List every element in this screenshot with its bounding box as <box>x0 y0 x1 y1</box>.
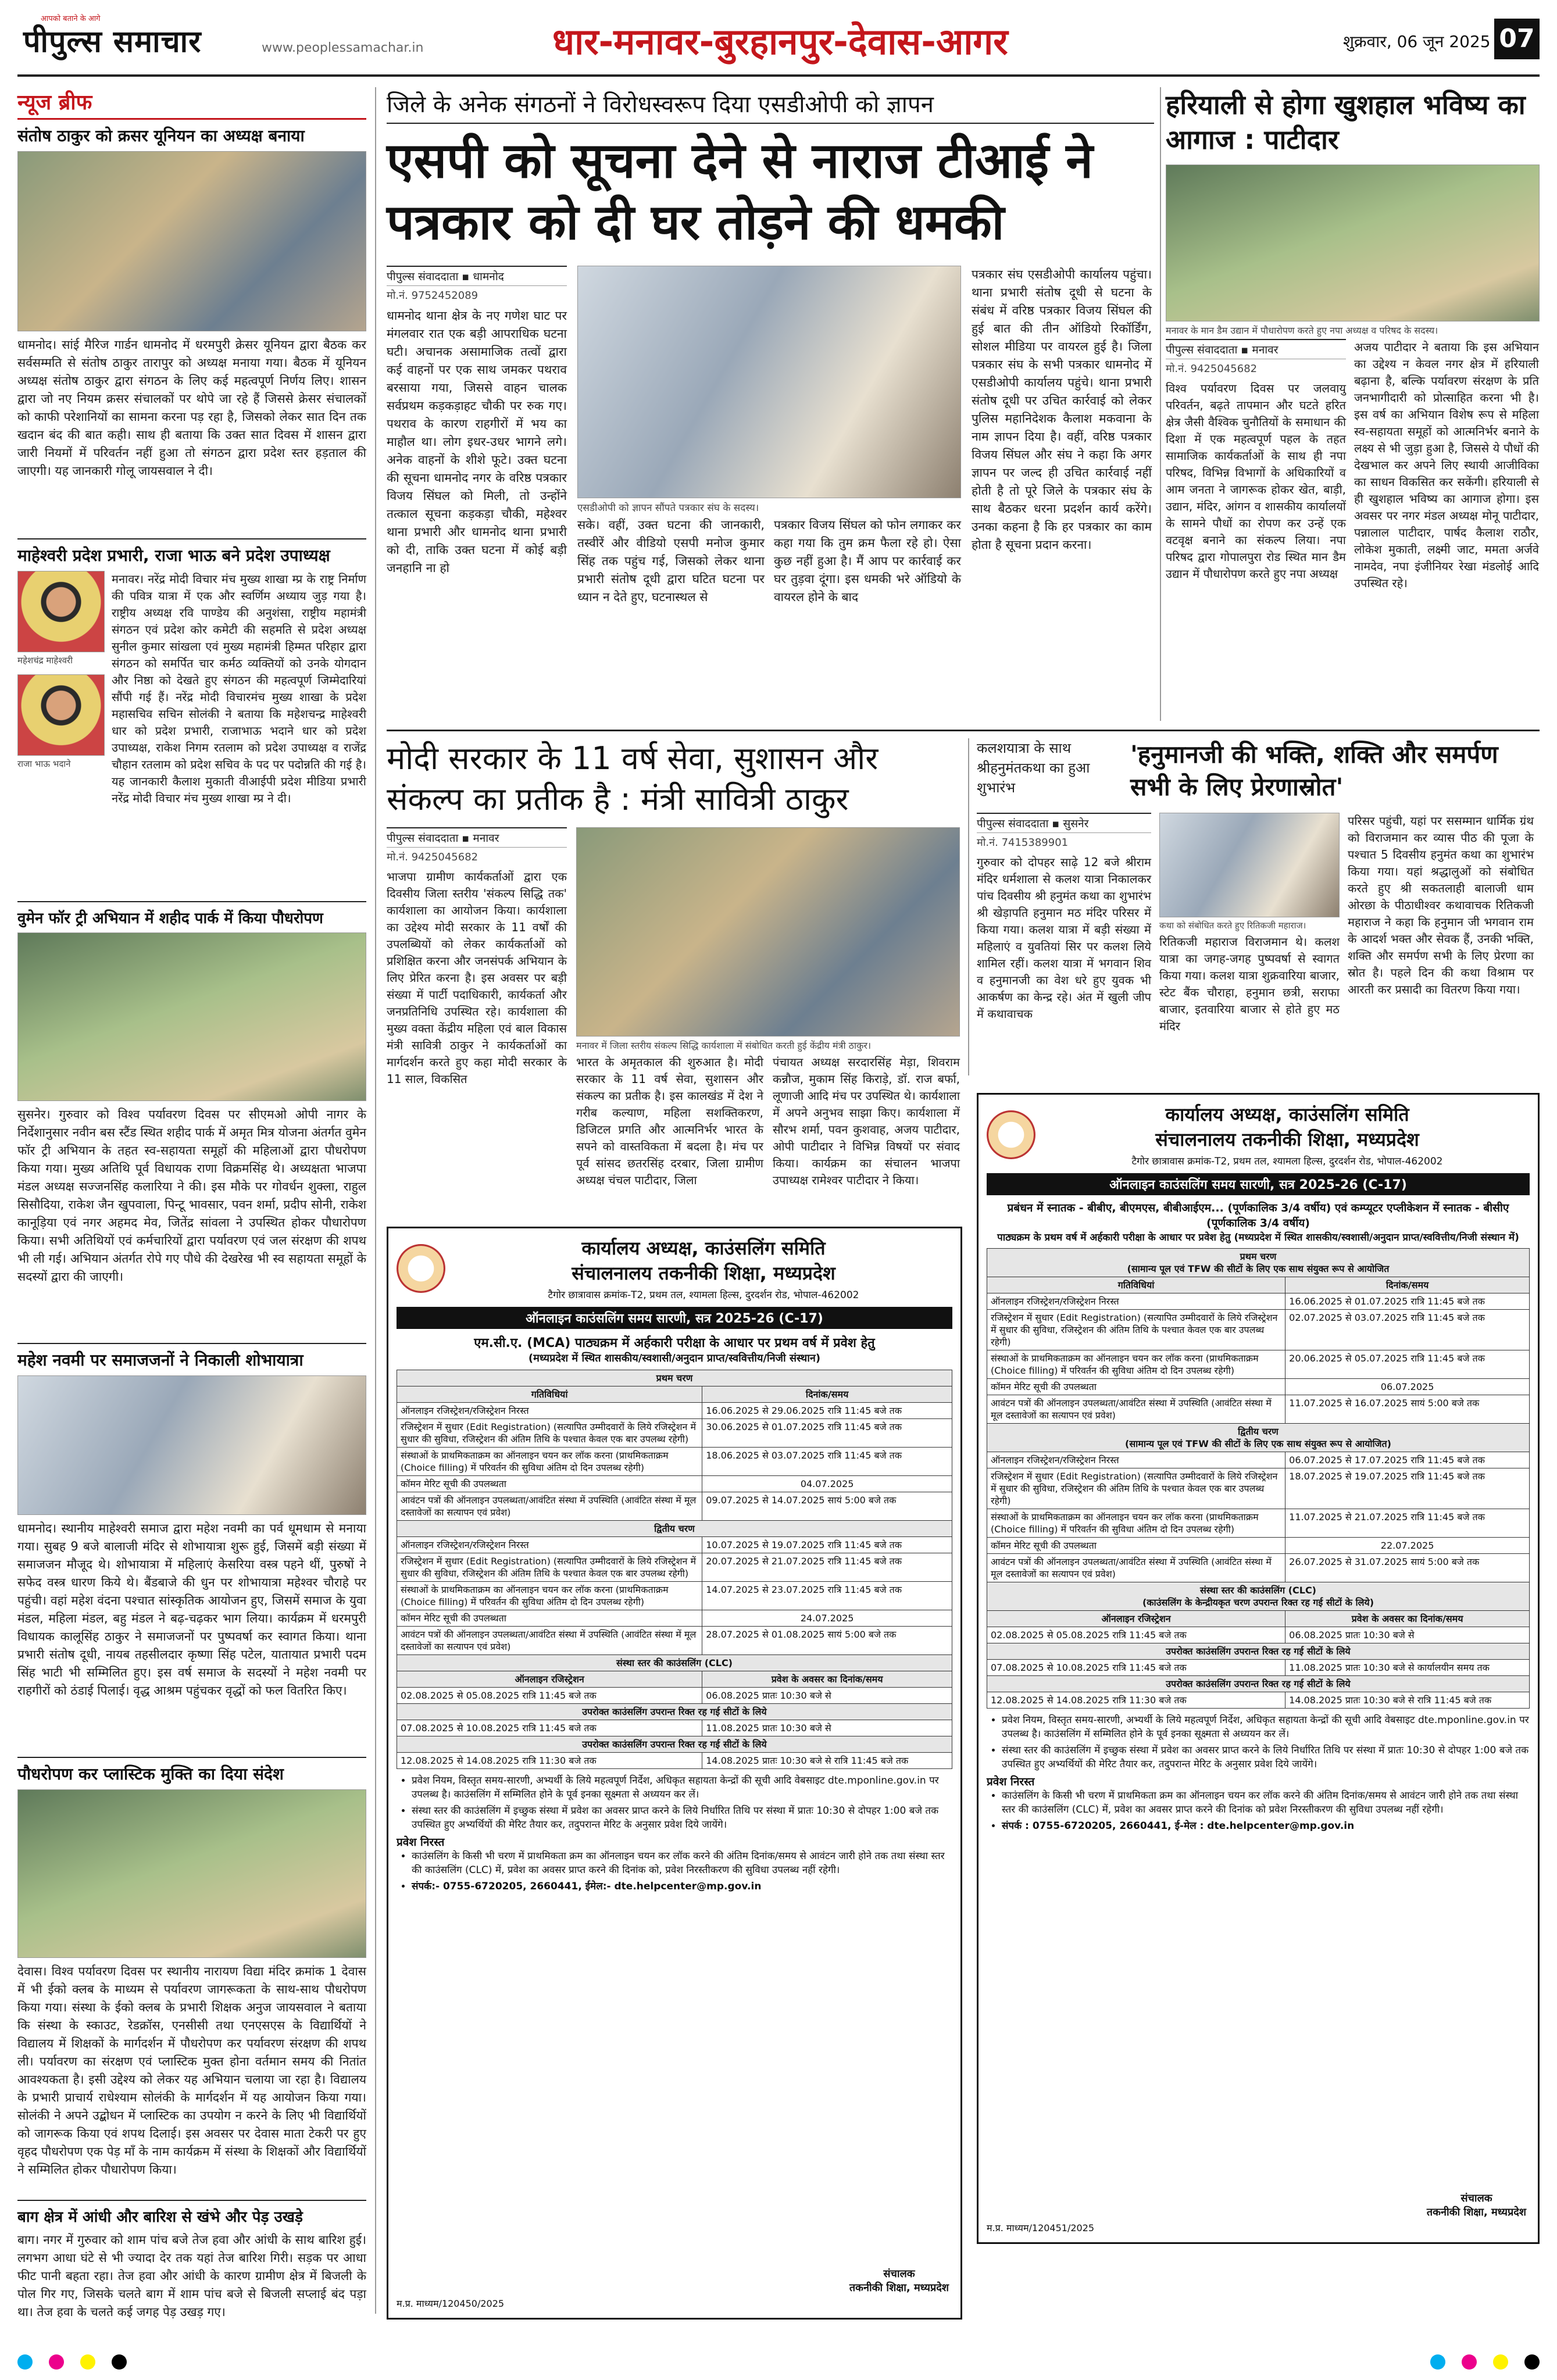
cell: 14.07.2025 से 23.07.2025 रात्रि 11:45 बजे तक <box>702 1582 952 1610</box>
ad-mca-org-line1: कार्यालय अध्यक्ष, काउंसलिंग समिति <box>581 1237 826 1259</box>
mp-emblem-icon <box>987 1110 1035 1159</box>
cell: ऑनलाइन रजिस्ट्रेशन/रजिस्ट्रेशन निरस्त <box>397 1403 702 1419</box>
cell: रजिस्ट्रेशन में सुधार (Edit Registration) (सत्यापित उम्मीदवारों के लिये रजिस्ट्रेशन में सुधार की सुविधा, रजिस्ट्रेशन की अंतिम तिथि के पश्चात केवल एक बार उपलब्ध रहेगी) <box>397 1553 702 1582</box>
list-item: • प्रवेश नियम, विस्तृत समय-सारणी, अभ्यर्थी के लिये महत्वपूर्ण निर्देश, अधिकृत सहायता केन्द्रों की सूची आदि वेबसाइट dte.mponline.gov.in पर उपलब्ध है। काउंसलिंग में सम्मिलित होने के पूर्व इनका सूक्ष्मता से अध्ययन कर लें। <box>1002 1713 1530 1741</box>
table-row <box>397 1537 952 1553</box>
cell: उपरोक्त काउंसलिंग उपरान्त रिक्त रह गई सीटों के लिये <box>397 1704 952 1720</box>
brief-body-2: मनावर। नरेंद्र मोदी विचार मंच मुख्य शाखा म्प्र के राष्ट्र निर्माण की पवित्र यात्रा में एक और स्वर्णिम अध्याय जुड़ गया है। राष्ट्रीय अध्यक्ष रवि पाण्डेय की अनुशंसा, राष्ट्रीय महामंत्री संगठन एवं प्रदेश कोर कमेटी की सहमति से प्रदेश अध्यक्ष सुनील कुमार सांखला एवं मुख्य महामंत्री हिम्मत परिहार द्वारा संगठन को समर्पित चार कर्मठ व्यक्तियों को उनके योगदान और निष्ठा को देखते हुए संगठन की महत्वपूर्ण जिम्मेदारियां सौंपी गई हैं। नरेंद्र मोदी विचारमंच मुख्य शाखा के प्रदेश महासचिव सचिन सोलंकी ने बताया कि महेशचन्द्र माहेश्वरी धार को प्रदेश प्रभारी, राजाभाऊ भदाने धार को प्रदेश उपाध्यक्ष, राकेश निगम रतलाम को प्रदेश उपाध्यक्ष व राजेंद्र चौहान रतलाम को प्रदेश सचिव के पद पर पदोन्नति की गई है। यह जानकारी कैलाश मुकाती वीआईपी प्रदेश मीडिया प्रभारी नरेंद्र मोदी विचार मंच मुख्य शाखा म्प्र ने दी। <box>112 572 366 805</box>
divider <box>17 1757 366 1758</box>
modi-story <box>387 738 962 1215</box>
brief-body-4: धामनोद। स्थानीय माहेश्वरी समाज द्वारा महेश नवमी का पर्व धूमधाम से मनाया गया। सुबह 9 बजे बालाजी मंदिर से शोभायात्रा शुरू हुई, जिसमें बड़ी संख्या में समाजजन मौजूद थे। शोभायात्रा में महिलाएं केसरिया वस्त्र पहने थीं, पुरुषों ने सफेद वस्त्र धारण किये थे। बैंडबाजे की धुन पर शोभायात्रा महेश्वर चौराहे पर पहुंची। वहां महेश वंदना पश्चात सांस्कृतिक आयोजन हुए, जिसमें समाज के युवा मंडल, महिला मंडल, बहु मंडल ने बढ़-चढ़कर भाग लिया। कार्यक्रम में धरमपुरी विधायक कालूसिंह ठाकुर ने समाजजनों पर पुष्पवर्षा कर स्वागत किया। थाना प्रभारी संतोष दूधी, नायब तहसीलदार कृष्णा सिंह पटेल, यातायात प्रभारी पदम सिंह भाटी भी सम्मिलित हुए। इस वर्ष समाज के सदस्यों ने महेश नवमी पर राहगीरों को ठंडाई पिलाई। वृद्ध आश्रम पहुंचकर वृद्धों को फल वितरित किए। <box>17 1521 366 1698</box>
table-row <box>397 1720 952 1736</box>
greenery-phone: मो.नं. 9425045682 <box>1166 363 1258 375</box>
ad-bvoc-closure-title: प्रवेश निरस्त <box>987 1775 1035 1788</box>
cell: संस्थाओं के प्राथमिकताक्रम का ऑनलाइन चयन कर लॉक करना (प्राथमिकताक्रम (Choice filling) में परिवर्तन की सुविधा अंतिम दो दिन उपलब्ध रहेगी) <box>397 1582 702 1610</box>
ad-bvoc-closure <box>987 1789 1530 1833</box>
ad-bvoc-schedule-title: ऑनलाइन काउंसलिंग समय सारणी, सत्र 2025-26 (C-17) <box>987 1173 1530 1195</box>
ad-mca-schedule-title: ऑनलाइन काउंसलिंग समय सारणी, सत्र 2025-26 (C-17) <box>397 1307 952 1329</box>
caption-maheshwari: महेशचंद्र माहेश्वरी <box>17 655 73 666</box>
cell: 06.08.2025 प्रातः 10:30 बजे से <box>702 1688 952 1704</box>
column-divider <box>375 87 376 2314</box>
cell: ऑनलाइन रजिस्ट्रेशन/रजिस्ट्रेशन निरस्त <box>987 1452 1285 1468</box>
brief-headline-1: संतोष ठाकुर को क्रसर यूनियन का अध्यक्ष बनाया <box>17 126 305 145</box>
greenery-text-1: विश्व पर्यावरण दिवस पर जलवायु परिवर्तन, बढ़ते तापमान और घटते हरित क्षेत्र जैसी वैश्विक चुनौतियों के समाधान की दिशा में एक महत्वपूर्ण पहल के तहत सामाजिक कार्यकर्ताओं के साथ ही नपा परिषद, विभिन्न विभागों के अधिकारियों व आम जनता ने जागरूक होकर खेत, बाड़ी, उद्यान, मंदिर, आंगन व शासकीय कार्यालयों के सामने पौधों का रोपण कर उन्हें एक वटवृक्ष बनाने का संकल्प लिया। नपा परिषद द्वारा गोपालपुरा रोड स्थित मान डैम उद्यान में पौधारोपण करते हुए नपा अध्यक्ष <box>1166 381 1346 581</box>
greenery-story <box>1166 87 1540 721</box>
ad-bvoc-signatory2: तकनीकी शिक्षा, मध्यप्रदेश <box>1426 2206 1526 2218</box>
brief-body-5: देवास। विश्व पर्यावरण दिवस पर स्थानीय नारायण विद्या मंदिर क्रमांक 1 देवास में भी ईको क्लब के माध्यम से पर्यावरण जागरूकता के साथ-साथ पौधरोपण किया गया। संस्था के ईको क्लब के प्रभारी शिक्षक अनुज जायसवाल ने बताया कि संस्था के स्काउट, रेडक्रॉस, एनसीसी तथा एनएसएस के विद्यार्थियों ने विद्यालय में शिक्षकों के मार्गदर्शन में पौधरोपण कर पर्यावरण संरक्षण की शपथ ली। पर्यावरण का संरक्षण एवं प्लास्टिक मुक्त होना वर्तमान समय की नितांत आवश्यकता है। इसी उद्देश्य को लेकर यह अभियान चलाया जा रहा है। विद्यालय के प्रभारी प्राचार्य राधेश्याम सोलंकी के मार्गदर्शन में यह आयोजन किया गया। सोलंकी ने अपने उद्बोधन में प्लास्टिक का उपयोग न करने के लिए भी विद्यार्थियों को जागरूक किया एवं शपथ दिलाई। इस अवसर पर देवास माता टेकरी पर हुए वृहद पौधरोपण एक पेड़ माँ के नाम कार्यक्रम में संस्था के शिक्षकों और विद्यार्थियों ने सम्मिलित होकर पौधारोपण किया। <box>17 1964 366 2177</box>
ad-mca-address: टैगोर छात्रावास क्रमांक-T2, प्रथम तल, श्यामला हिल्स, दुरदर्शन रोड, भोपाल-462002 <box>548 1289 859 1301</box>
ad-bvoc-signatory1: संचालक <box>1460 2192 1492 2204</box>
greenery-body <box>1166 339 1540 676</box>
cell: 20.06.2025 से 05.07.2025 रात्रि 11:45 बजे तक <box>1285 1350 1530 1379</box>
brief-body-3: सुसनेर। गुरुवार को विश्व पर्यावरण दिवस पर सीएमओ ओपी नागर के निर्देशानुसार नवीन बस स्टैंड स्थित शहीद पार्क में अमृत मित्र योजना अंतर्गत वुमेन फॉर ट्री अभियान के तहत स्व-सहायता समूहों की महिलाओं द्वारा पौधरोपण किया गया। मुख्य अतिथि पूर्व विधायक राणा विक्रमसिंह थे। अध्यक्षता भाजपा मंडल अध्यक्ष सज्जनसिंह कलारिया ने की। इस मौके पर गोवर्धन शुक्ला, राहुल सिसौदिया, राकेश जैन खुपवाला, पिन्टू भावसार, पवन शर्मा, प्रदीप सोनी, राकेश कानूड़िया एवं नगर अहमद मेव, जितेंद्र सांवला ने उपस्थित होकर पौधारोपण किया। सभी अतिथियों एवं कर्मचारियों द्वारा पर्यावरण एवं जल संरक्षण की शपथ भी ली गई। अभियान अंतर्गत रोपे गए पौधे की देखरेख भी स्व सहायता समूहों के सदस्यों द्वारा की जाएगी। <box>17 1107 366 1284</box>
modi-headline: मोदी सरकार के 11 वर्ष सेवा, सुशासन और संकल्प का प्रतीक है : मंत्री सावित्री ठाकुर <box>387 740 879 817</box>
cell: 11.08.2025 प्रातः 10:30 बजे से कार्यालयीन समय तक <box>1285 1660 1530 1676</box>
ad-bvoc-ref: म.प्र. माध्यम/120451/2025 <box>987 2222 1095 2234</box>
table-row <box>987 1627 1530 1643</box>
masthead-tagline: आपको बताने के आगे <box>41 15 101 23</box>
cell: रजिस्ट्रेशन में सुधार (Edit Registration) (सत्यापित उम्मीदवारों के लिये रजिस्ट्रेशन में सुधार की सुविधा, रजिस्ट्रेशन की अंतिम तिथि के पश्चात केवल एक बार उपलब्ध रहेगी) <box>987 1310 1285 1350</box>
cell: 30.06.2025 से 01.07.2025 रात्रि 11:45 बजे तक <box>702 1419 952 1448</box>
modi-byline-name: पीपुल्स संवाददाता <box>387 832 459 845</box>
hanuman-byline-name: पीपुल्स संवाददाता <box>977 817 1049 830</box>
modi-text-3: पंचायत अध्यक्ष सरदारसिंह मेड़ा, शिवराम कन्नौज, मुकाम सिंह किराड़े, डॉ. राज बर्फा, लूणाजी आदि मंच पर उपस्थित थे। कार्यशाला में अपने अनुभव साझा किए। कार्यशाला में सौरभ शर्मा, पवन कुशवाह, अजय पाटीदार, ओपी पाटीदार ने विभिन्न विषयों पर संवाद किया। कार्यक्रम का संचालन भाजपा उपाध्यक्ष रामेश्वर पाटीदार ने किया। <box>773 1055 960 1187</box>
ad-bvoc-phase2: द्वितीय चरण <box>1238 1426 1279 1437</box>
ad-mca-col-activity: गतिविधियां <box>397 1386 702 1403</box>
cell: रजिस्ट्रेशन में सुधार (Edit Registration) (सत्यापित उम्मीदवारों के लिये रजिस्ट्रेशन में सुधार की सुविधा, रजिस्ट्रेशन की अंतिम तिथि के पश्चात केवल एक बार उपलब्ध रहेगी) <box>397 1419 702 1448</box>
registration-marks <box>17 2354 127 2370</box>
modi-subcols <box>576 1054 960 1187</box>
cell: कॉमन मेरिट सूची की उपलब्धता <box>397 1610 702 1627</box>
cell: 02.08.2025 से 05.08.2025 रात्रि 11:45 बजे तक <box>397 1688 702 1704</box>
portrait-maheshwari <box>17 571 105 652</box>
ad-mca-closure <box>397 1849 952 1893</box>
modi-phone: मो.नं. 9425045682 <box>387 851 478 863</box>
cell: 18.06.2025 से 03.07.2025 रात्रि 11:45 बजे तक <box>702 1448 952 1476</box>
column-divider <box>1160 87 1161 721</box>
table-row <box>987 1554 1530 1582</box>
divider <box>17 1343 366 1344</box>
table-row <box>987 1379 1530 1395</box>
ad-bvoc-clc-col1: ऑनलाइन रजिस्ट्रेशन <box>987 1611 1285 1627</box>
hanuman-byline: पीपुल्स संवाददाता ▪ सुसनेर <box>977 813 1151 833</box>
hanuman-photo <box>1159 813 1340 917</box>
table-row <box>397 1753 952 1769</box>
hanuman-body <box>977 813 1540 1060</box>
table-row <box>397 1582 952 1610</box>
news-brief-column <box>17 87 366 2319</box>
cell: 11.07.2025 से 16.07.2025 सायं 5:00 बजे तक <box>1285 1395 1530 1424</box>
brief-body-1: धामनोद। सांई मैरिज गार्डन धामनोद में धरमपुरी क्रेसर यूनियन द्वारा बैठक कर सर्वसम्मति से संतोष ठाकुर तारापुर को अध्यक्ष मनाया गया। बैठक में यूनियन अध्यक्ष संतोष ठाकुर द्वारा संगठन के लिए कई महत्वपूर्ण निर्णय लिए। शासन द्वारा जो नए नियम क्रसर संचालकों पर थोपे जा रहे हैं जिससे क्रेसर संचालकों को काफी परेशानियों का सामना करना पड़ रहा है, जिसको लेकर सात दिन तक खदान बंद की बात कही। साथ ही बताया कि उक्त सात दिवस में शासन द्वारा जारी नियमों में परिवर्तन नहीं हुआ तो संगठन द्वारा प्रदेश स्तर हड़ताल की जाएगी। यह जानकारी गोलू जायसवाल ने दी। <box>17 338 366 478</box>
ad-bvoc-clc-note: (काउंसलिंग के केन्द्रीयकृत चरण उपरान्त रिक्त रह गई सीटों के लिये) <box>1142 1597 1374 1608</box>
lead-subcols <box>577 516 961 632</box>
ad-bvoc-clc: संस्था स्तर की काउंसलिंग (CLC) <box>1199 1585 1316 1596</box>
greenery-text-2: अजय पाटीदार ने बताया कि इस अभियान का उद्देश्य न केवल नगर क्षेत्र में हरियाली बढ़ाना है, बल्कि पर्यावरण संरक्षण के प्रति जनभागीदारी को प्रोत्साहित करना भी है। इस वर्ष का अभियान विशेष रूप से महिला स्व-सहायता समूहों को आत्मनिर्भर बनाने के लक्ष्य से भी जुड़ा हुआ है, जिससे ये पौधों की देखभाल कर अपने लिए स्थायी आजीविका का साधन विकसित कर सकेंगी। हरियाली से ही खुशहाल भविष्य का आगाज होगा। इस अवसर पर नगर मंडल अध्यक्ष मोनू पाटीदार, पन्नालाल पाटीदार, पार्षद कैलाश राठौर, लोकेश मुकाती, लक्ष्मी जाट, ममता अर्जवे नामदेव, नपा इंजीनियर रेखा मंडलोई आदि उपस्थित रहे। <box>1354 340 1539 590</box>
table-row <box>987 1692 1530 1709</box>
ad-mca-closure-title: प्रवेश निरस्त <box>397 1836 445 1849</box>
brief-body-6: बाग। नगर में गुरुवार को शाम पांच बजे तेज हवा और आंधी के साथ बारिश हुई। लगभग आधा घंटे से भी ज्यादा देर तक यहां तेज बारिश गिरी। सड़क पर आधा फीट पानी बहता रहा। तेज हवा और आंधी के कारण ग्रामीण क्षेत्र में बिजली के पोल गिर गए, जिसके चलते बाग में शाम पांच बजे से बिजली सप्लाई बंद पड़ा था। तेज हवा के चलते कई जगह पेड़ उखड़ गए। <box>17 2233 366 2319</box>
black-dot-icon <box>1524 2354 1540 2370</box>
registration-marks <box>1430 2354 1540 2370</box>
table-row <box>987 1509 1530 1538</box>
ad-bvoc-header <box>987 1102 1530 1167</box>
ad-bvoc-phase1: प्रथम चरण <box>1240 1251 1277 1262</box>
yellow-dot-icon <box>1493 2354 1508 2370</box>
ad-mca-contact: • संपर्क:- 0755-6720205, 2660441, ईमेल:- dte.helpcenter@mp.gov.in <box>412 1879 952 1893</box>
lead-text-4: पत्रकार संघ एसडीओपी कार्यालय पहुंचा। थाना प्रभारी संतोष दूधी से घटना के संबंध में वरिष्ठ पत्रकार विजय सिंघल की हुई बात की तीन ऑडियो रिकॉर्डिंग, सोशल मीडिया पर वायरल हुई है। जिला पत्रकार संघ के सभी पत्रकार धामनोद में एसडीओपी कार्यालय पहुंचे। थाना प्रभारी संतोष दूधी पर उचित कार्रवाई को लेकर पुलिस महानिदेशक कैलाश मकवाना के नाम ज्ञापन दिया है। वहीं, वरिष्ठ पत्रकार विजय सिंघल और संघ ने कहा कि अगर ज्ञापन पर जल्द ही उचित कार्रवाई नहीं होती है तो पूरे जिले के पत्रकार संघ के साथ बैठकर धरना प्रदर्शन कार्य करेंगे। उनका कहना है कि हर पत्रकार का काम होता है सूचना प्रदान करना। <box>972 267 1152 552</box>
cell: आवंटन पत्रों की ऑनलाइन उपलब्धता/आवंटित संस्था में उपस्थिति (आवंटित संस्था में मूल दस्तावेजों का सत्यापन एवं प्रवेश) <box>397 1627 702 1655</box>
lead-headline: एसपी को सूचना देने से नाराज टीआई ने पत्रकार को दी घर तोड़ने की धमकी <box>387 132 1093 251</box>
ad-mca-clc-col2: प्रवेश के अवसर का दिनांक/समय <box>702 1671 952 1688</box>
table-row <box>397 1610 952 1627</box>
table-row <box>987 1293 1530 1310</box>
table-row <box>987 1395 1530 1424</box>
ad-bvoc-phase2-note: (सामान्य पूल एवं TFW की सीटों के लिए एक साथ संयुक्त रूप से आयोजित) <box>1125 1438 1391 1449</box>
caption-bhadane: राजा भाऊ भदाने <box>17 759 71 769</box>
cell: 14.08.2025 प्रातः 10:30 बजे से रात्रि 11:45 बजे तक <box>702 1753 952 1769</box>
greenery-col-1 <box>1166 339 1346 676</box>
modi-byline-place: मनावर <box>473 832 499 845</box>
mp-emblem-icon <box>397 1244 445 1293</box>
hanuman-headline: 'हनुमानजी की भक्ति, शक्ति और समर्पण सभी के लिए प्रेरणास्रोत' <box>1130 740 1498 801</box>
lead-kicker: जिले के अनेक संगठनों ने विरोधस्वरूप दिया एसडीओपी को ज्ञापन <box>387 87 1154 124</box>
hanuman-text-3: परिसर पहुंची, यहां पर ससम्मान धार्मिक ग्रंथ को विराजमान कर व्यास पीठ की पूजा के पश्चात 5 दिवसीय हनुमंत कथा का शुभारंभ किया गया। यहां श्रद्धालुओं को संबोधित करते हुए श्री सकतलाही बालाजी धाम ओरछा के पीठाधीश्वर कथावाचक रितिकजी महाराज ने कहा कि हनुमान जी भगवान राम के आदर्श भक्त और सेवक हैं, उनकी भक्ति, शक्ति और समर्पण सभी के लिए प्रेरणा का स्रोत है। पहले दिन की कथा विश्राम पर आरती कर प्रसादी का वितरण किया गया। <box>1348 814 1534 996</box>
cell: 28.07.2025 से 01.08.2025 सायं 5:00 बजे तक <box>702 1627 952 1655</box>
lead-phone: मो.नं. 9752452089 <box>387 290 478 302</box>
modi-byline: पीपुल्स संवाददाता ▪ मनावर <box>387 827 567 848</box>
brief-headline-5: पौधरोपण कर प्लास्टिक मुक्ति का दिया संदेश <box>17 1764 284 1784</box>
lead-story <box>387 87 1154 721</box>
cell: 26.07.2025 से 31.07.2025 सायं 5:00 बजे तक <box>1285 1554 1530 1582</box>
cell: 12.08.2025 से 14.08.2025 रात्रि 11:30 बजे तक <box>987 1692 1285 1709</box>
ad-mca-counselling <box>387 1227 962 2320</box>
hanuman-byline-place: सुसनेर <box>1063 817 1089 830</box>
cell: कॉमन मेरिट सूची की उपलब्धता <box>987 1538 1285 1554</box>
masthead-logo: पीपुल्स समाचार <box>23 24 202 59</box>
cell: 11.07.2025 से 21.07.2025 रात्रि 11:45 बजे तक <box>1285 1509 1530 1538</box>
cell: ऑनलाइन रजिस्ट्रेशन/रजिस्ट्रेशन निरस्त <box>397 1537 702 1553</box>
lead-col-1 <box>387 266 567 644</box>
hanuman-text-1: गुरुवार को दोपहर साढ़े 12 बजे श्रीराम मंदिर धर्मशाला से कलश यात्रा निकालकर पांच दिवसीय श्री हनुमंत कथा का शुभारंभ श्री खेड़ापति हनुमान मठ मंदिर परिसर में किया गया। कलश यात्रा में बड़ी संख्या में महिलाएं व युवतियां सिर पर कलश लिये शामिल रहीं। कलश यात्रा में भगवान शिव व हनुमानजी का वेश धरे हुए युवक भी आकर्षण का केन्द्र रहे। अंत में खुली जीप में कथावाचक <box>977 855 1151 1021</box>
table-row <box>397 1476 952 1492</box>
ad-bvoc-table <box>987 1248 1530 1709</box>
greenery-photo-caption: मनावर के मान डैम उद्यान में पौधारोपण करते हुए नपा अध्यक्ष व परिषद के सदस्य। <box>1166 325 1438 336</box>
cell: संस्थाओं के प्राथमिकताक्रम का ऑनलाइन चयन कर लॉक करना (प्राथमिकताक्रम (Choice filling) में परिवर्तन की सुविधा अंतिम दो दिन उपलब्ध रहेगी) <box>397 1448 702 1476</box>
ad-bvoc-phase1-note: (सामान्य पूल एवं TFW की सीटों के लिए एक साथ संयुक्त रूप से आयोजित <box>1127 1263 1390 1274</box>
cell: 10.07.2025 से 19.07.2025 रात्रि 11:45 बजे तक <box>702 1537 952 1553</box>
table-row <box>397 1448 952 1476</box>
lead-text-2: सके। वहीं, उक्त घटना की जानकारी, तस्वीरें और वीडियो एसपी मनोज कुमार सिंह तक पहुंच गई, जिसको लेकर थाना प्रभारी संतोष दूधी द्वारा घटित घटना पर ध्यान न देते हुए, घटनास्थल से <box>577 518 765 604</box>
table-row <box>397 1627 952 1655</box>
list-item: • संस्था स्तर की काउंसलिंग में इच्छुक संस्था में प्रवेश का अवसर प्राप्त करने के लिये निर्धारित तिथि पर संस्था में प्रातः 10:30 से दोपहर 1:00 बजे तक उपस्थित हुए अभ्यर्थियों की मेरिट तैयार कर, तदुपरान्त मेरिट के अनुसार प्रवेश दिये जायेंगे। <box>1002 1743 1530 1771</box>
table-row <box>397 1688 952 1704</box>
cell: 07.08.2025 से 10.08.2025 रात्रि 11:45 बजे तक <box>397 1720 702 1736</box>
table-row <box>987 1660 1530 1676</box>
ad-mca-signatory2: तकनीकी शिक्षा, मध्यप्रदेश <box>849 2282 949 2294</box>
ad-bvoc-clc-col2: प्रवेश के अवसर का दिनांक/समय <box>1285 1611 1530 1627</box>
hanuman-text-2: रितिकजी महाराज विराजमान थे। कलश यात्रा का जगह-जगह पुष्पवर्षा से स्वागत किया गया। कलश यात्रा शुक्रवारिया बाजार, स्टेट बैंक चौराहा, हनुमान छत्री, सराफा बाजार, इतवारिया बाजार से होते हुए मठ मंदिर <box>1159 935 1340 1033</box>
cell: 12.08.2025 से 14.08.2025 रात्रि 11:30 बजे तक <box>397 1753 702 1769</box>
ad-mca-signatory1: संचालक <box>883 2268 915 2280</box>
list-item: • काउंसलिंग के किसी भी चरण में प्राथमिकता क्रम का ऑनलाइन चयन कर लॉक करने की अंतिम दिनांक/समय से आवंटन जारी होने तक तथा संस्था स्तर की काउंसलिंग (CLC) में, प्रवेश का अवसर प्राप्त करने की दिनांक को, प्रवेश निरस्तीकरण की सुविधा उपलब्ध नहीं रहेगी। <box>412 1849 952 1877</box>
cell: 06.07.2025 <box>1285 1379 1530 1395</box>
table-row <box>987 1538 1530 1554</box>
cell: आवंटन पत्रों की ऑनलाइन उपलब्धता/आवंटित संस्था में उपस्थिति (आवंटित संस्था में मूल दस्तावेजों का सत्यापन एवं प्रवेश) <box>987 1395 1285 1424</box>
ad-bvoc-subtitle2: पाठ्यक्रम के प्रथम वर्ष में अर्हकारी परीक्षा के आधार पर प्रवेश हेतु (मध्यप्रदेश में स्थित शासकीय/स्वशासी/अनुदान प्राप्त/स्ववित्तीय/निजी संस्थान में) <box>997 1232 1519 1243</box>
table-row <box>397 1553 952 1582</box>
cyan-dot-icon <box>1430 2354 1445 2370</box>
cell: 02.08.2025 से 05.08.2025 रात्रि 11:45 बजे तक <box>987 1627 1285 1643</box>
ad-mca-org <box>455 1235 952 1301</box>
row-divider <box>387 730 1540 731</box>
brief-photo-1 <box>17 151 366 331</box>
portrait-bhadane <box>17 674 105 756</box>
hanuman-phone: मो.नं. 7415389901 <box>977 837 1069 849</box>
modi-col-2-3 <box>576 827 960 1187</box>
ad-mca-ref: म.प्र. माध्यम/120450/2025 <box>397 2298 505 2309</box>
ad-bvoc-clc-cell <box>987 1582 1530 1611</box>
ad-bvoc-phase1-cell <box>987 1249 1530 1277</box>
news-brief-header: न्यूज ब्रीफ <box>17 87 366 120</box>
brief-headline-4: महेश नवमी पर समाजजनों ने निकाली शोभायात्रा <box>17 1350 303 1370</box>
page-number: 07 <box>1494 19 1540 59</box>
ad-bvoc-org <box>1045 1102 1530 1167</box>
cell: उपरोक्त काउंसलिंग उपरान्त रिक्त रह गई सीटों के लिये <box>987 1643 1530 1660</box>
modi-col-1 <box>387 827 567 1177</box>
cell: 11.08.2025 प्रातः 10:30 बजे से <box>702 1720 952 1736</box>
masthead-website[interactable]: www.peoplessamachar.in <box>262 41 424 55</box>
cell: कॉमन मेरिट सूची की उपलब्धता <box>397 1476 702 1492</box>
modi-body <box>387 827 962 1187</box>
ad-bvoc-address: टैगोर छात्रावास क्रमांक-T2, प्रथम तल, श्यामला हिल्स, दुरदर्शन रोड, भोपाल-462002 <box>1131 1156 1443 1167</box>
hanuman-story <box>977 738 1540 1087</box>
ad-bvoc-contact: • संपर्क : 0755-6720205, 2660441, ई-मेल : dte.helpcenter@mp.gov.in <box>1002 1819 1530 1833</box>
cell: 18.07.2025 से 19.07.2025 रात्रि 11:45 बजे तक <box>1285 1468 1530 1509</box>
cyan-dot-icon <box>17 2354 33 2370</box>
table-row <box>987 1310 1530 1350</box>
ad-mca-phase1: प्रथम चरण <box>397 1370 952 1386</box>
table-row <box>397 1403 952 1419</box>
hanuman-kicker: कलशयात्रा के साथ श्रीहनुमंतकथा का हुआ शुभारंभ <box>977 740 1090 796</box>
cell: 16.06.2025 से 01.07.2025 रात्रि 11:45 बजे तक <box>1285 1293 1530 1310</box>
cell: 22.07.2025 <box>1285 1538 1530 1554</box>
cell: उपरोक्त काउंसलिंग उपरान्त रिक्त रह गई सीटों के लिये <box>397 1736 952 1753</box>
cell: 06.07.2025 से 17.07.2025 रात्रि 11:45 बजे तक <box>1285 1452 1530 1468</box>
cell: 04.07.2025 <box>702 1476 952 1492</box>
ad-bvoc-signatory <box>1427 2191 1526 2219</box>
hanuman-col-1 <box>977 813 1151 1060</box>
ad-mca-notes <box>397 1774 952 1832</box>
cell: कॉमन मेरिट सूची की उपलब्धता <box>987 1379 1285 1395</box>
ad-mca-header <box>397 1235 952 1301</box>
brief-2-layout <box>17 571 366 896</box>
divider <box>17 538 366 539</box>
list-item: • प्रवेश नियम, विस्तृत समय-सारणी, अभ्यर्थी के लिये महत्वपूर्ण निर्देश, अधिकृत सहायता केन्द्रों की सूची आदि वेबसाइट dte.mponline.gov.in पर उपलब्ध है। काउंसलिंग में सम्मिलित होने के पूर्व इनका सूक्ष्मता से अध्ययन कर लें। <box>412 1774 952 1802</box>
ad-bvoc-org-line2: संचालनालय तकनीकी शिक्षा, मध्यप्रदेश <box>1155 1128 1419 1150</box>
magenta-dot-icon <box>1462 2354 1477 2370</box>
table-row <box>397 1419 952 1448</box>
cell: संस्थाओं के प्राथमिकताक्रम का ऑनलाइन चयन कर लॉक करना (प्राथमिकताक्रम (Choice filling) में परिवर्तन की सुविधा अंतिम दो दिन उपलब्ध रहेगी) <box>987 1509 1285 1538</box>
ad-mca-phase2: द्वितीय चरण <box>397 1521 952 1537</box>
lead-byline-place: धामनोद <box>473 270 504 283</box>
lead-text-3: पत्रकार विजय सिंघल को फोन लगाकर कर कहा गया कि तुम क्रम फैला रहे हो। ऐसा कुछ नहीं हुआ है। मैं आप पर कार्रवाई कर घर तुड़वा दूंगा। इस धमकी भरे ऑडियो के वायरल होने के बाद <box>774 518 961 604</box>
hanuman-photo-caption: कथा को संबोधित करते हुए रितिकजी महाराज। <box>1159 920 1306 931</box>
brief-headline-2: माहेश्वरी प्रदेश प्रभारी, राजा भाऊ बने प्रदेश उपाध्यक्ष <box>17 546 330 565</box>
cell: संस्थाओं के प्राथमिकताक्रम का ऑनलाइन चयन कर लॉक करना (प्राथमिकताक्रम (Choice filling) में परिवर्तन की सुविधा अंतिम दो दिन उपलब्ध रहेगी) <box>987 1350 1285 1379</box>
issue-date: शुक्रवार, 06 जून 2025 <box>1343 32 1491 51</box>
ad-mca-table <box>397 1370 952 1769</box>
ad-bvoc-phase2-cell <box>987 1424 1530 1452</box>
lead-body <box>387 266 1154 644</box>
brief-headline-3: वुमेन फॉर ट्री अभियान में शहीद पार्क में किया पौधरोपण <box>17 910 323 927</box>
lead-col-2-3 <box>577 266 961 644</box>
lead-photo <box>577 266 961 498</box>
modi-photo-caption: मनावर में जिला स्तरीय संकल्प सिद्धि कार्यशाला में संबोधित करती हुई केंद्रीय मंत्री ठाकुर। <box>576 1040 872 1051</box>
table-row <box>987 1350 1530 1379</box>
list-item: • संस्था स्तर की काउंसलिंग में इच्छुक संस्था में प्रवेश का अवसर प्राप्त करने के लिये निर्धारित तिथि पर संस्था में प्रातः 10:30 से दोपहर 1:00 बजे तक उपस्थित हुए अभ्यर्थियों की मेरिट तैयार कर, तदुपरान्त मेरिट के अनुसार प्रवेश दिये जायेंगे। <box>412 1804 952 1832</box>
brief-photo-3 <box>17 932 366 1101</box>
cell: 16.06.2025 से 29.06.2025 रात्रि 11:45 बजे तक <box>702 1403 952 1419</box>
cell: आवंटन पत्रों की ऑनलाइन उपलब्धता/आवंटित संस्था में उपस्थिति (आवंटित संस्था में मूल दस्तावेजों का सत्यापन एवं प्रवेश) <box>397 1492 702 1521</box>
ad-mca-col-date: दिनांक/समय <box>702 1386 952 1403</box>
column-divider <box>968 738 969 1075</box>
divider <box>17 901 366 902</box>
cell: 06.08.2025 प्रातः 10:30 बजे से <box>1285 1627 1530 1643</box>
ad-mca-clc: संस्था स्तर की काउंसलिंग (CLC) <box>397 1655 952 1671</box>
table-row <box>987 1452 1530 1468</box>
greenery-byline-name: पीपुल्स संवाददाता <box>1166 344 1238 356</box>
edition-title-text: धार-मनावर-बुरहानपुर-देवास-आगर <box>552 20 1008 63</box>
ad-mca-signatory <box>849 2267 949 2295</box>
lead-text-1: धामनोद थाना क्षेत्र के नए गणेश घाट पर मंगलवार रात एक बड़ी आपराधिक घटना घटी। अचानक असामाजिक तत्वों द्वारा कई वाहनों पर एक साथ जमकर पथराव बरसाया गया, जिससे वाहन चालक सर्वप्रथम कड़कड़ाहट चौकी पर रुक गए। पथराव के कारण राहगीरों में भय का माहौल था। लोग इधर-उधर भागने लगे। अनेक वाहनों के शीशे फूटे। उक्त घटना की सूचना धामनोद नगर के वरिष्ठ पत्रकार विजय सिंघल को मिली, तो उन्होंने तत्काल सूचना कड़कड़ा चौकी, महेश्वर थाना प्रभारी और धामनोद थाना प्रभारी को दी, ताकि उक्त घटना में कोई बड़ी जनहानि ना हो <box>387 309 567 575</box>
lead-photo-caption: एसडीओपी को ज्ञापन सौंपते पत्रकार संघ के सदस्य। <box>577 502 759 514</box>
cell: ऑनलाइन रजिस्ट्रेशन/रजिस्ट्रेशन निरस्त <box>987 1293 1285 1310</box>
greenery-byline: पीपुल्स संवाददाता ▪ मनावर <box>1166 339 1346 359</box>
cell: रजिस्ट्रेशन में सुधार (Edit Registration) (सत्यापित उम्मीदवारों के लिये रजिस्ट्रेशन में सुधार की सुविधा, रजिस्ट्रेशन की अंतिम तिथि के पश्चात केवल एक बार उपलब्ध रहेगी) <box>987 1468 1285 1509</box>
ad-bvoc-notes <box>987 1713 1530 1771</box>
brief-2-portraits <box>17 571 105 896</box>
ad-mca-org-line2: संचालनालय तकनीकी शिक्षा, मध्यप्रदेश <box>572 1262 835 1284</box>
ad-mca-subtitle: एम.सी.ए. (MCA) पाठ्यक्रम में अर्हकारी परीक्षा के आधार पर प्रथम वर्ष में प्रवेश हेतु <box>474 1336 875 1350</box>
cell: 09.07.2025 से 14.07.2025 सायं 5:00 बजे तक <box>702 1492 952 1521</box>
yellow-dot-icon <box>80 2354 95 2370</box>
brief-photo-5 <box>17 1789 366 1958</box>
greenery-headline: हरियाली से होगा खुशहाल भविष्य का आगाज : पाटीदार <box>1166 89 1526 155</box>
modi-text-2: भारत के अमृतकाल की शुरुआत है। मोदी सरकार के 11 वर्ष सेवा, सुशासन और संकल्प का प्रतीक है। इस कालखंड में देश ने गरीब कल्याण, महिला सशक्तिकरण, डिजिटल प्रगति और आत्मनिर्भर भारत के सपने को वास्तविकता में बदला है। मंच पर पूर्व सांसद छतरसिंह दरबार, जिला ग्रामीण अध्यक्ष चंचल पाटीदार, जिला <box>576 1055 763 1187</box>
ad-mca-clc-col1: ऑनलाइन रजिस्ट्रेशन <box>397 1671 702 1688</box>
cell: 14.08.2025 प्रातः 10:30 बजे से रात्रि 11:45 बजे तक <box>1285 1692 1530 1709</box>
table-row <box>987 1468 1530 1509</box>
hanuman-col-2 <box>1159 813 1340 1060</box>
ad-bba-bca-counselling <box>977 1093 1540 2244</box>
edition-title <box>552 16 1008 65</box>
modi-photo <box>576 827 960 1037</box>
ad-bvoc-org-line1: कार्यालय अध्यक्ष, काउंसलिंग समिति <box>1165 1103 1409 1125</box>
cell: उपरोक्त काउंसलिंग उपरान्त रिक्त रह गई सीटों के लिये <box>987 1676 1530 1692</box>
greenery-byline-place: मनावर <box>1252 344 1279 356</box>
black-dot-icon <box>112 2354 127 2370</box>
cell: 02.07.2025 से 03.07.2025 रात्रि 11:45 बजे तक <box>1285 1310 1530 1350</box>
lead-byline-name: पीपुल्स संवाददाता <box>387 270 459 283</box>
lead-byline: पीपुल्स संवाददाता ▪ धामनोद <box>387 266 567 286</box>
ad-bvoc-col-date: दिनांक/समय <box>1285 1277 1530 1293</box>
table-row <box>397 1492 952 1521</box>
brief-headline-6: बाग क्षेत्र में आंधी और बारिश से खंभे और पेड़ उखड़े <box>17 2209 303 2226</box>
cell: 07.08.2025 से 10.08.2025 रात्रि 11:45 बजे तक <box>987 1660 1285 1676</box>
modi-text-1: भाजपा ग्रामीण कार्यकर्ताओं द्वारा एक दिवसीय जिला स्तरीय 'संकल्प सिद्धि तक' कार्यशाला का आयोजन किया। कार्यशाला का उद्देश्य मोदी सरकार के 11 वर्षों की उपलब्धियों को लेकर कार्यकर्ताओं को प्रशिक्षित करना और जनसंपर्क अभियान के लिए प्रेरित करना है। इस अवसर पर बड़ी संख्या में पार्टी पदाधिकारी, कार्यकर्ता और जनप्रतिनिधि उपस्थित रहे। कार्यशाला की मुख्य वक्ता केंद्रीय महिला एवं बाल विकास मंत्री सावित्री ठाकुर ने कार्यकर्ताओं का मार्गदर्शन करते हुए कहा मोदी सरकार के 11 साल, विकसित <box>387 870 567 1086</box>
masthead <box>17 13 1540 77</box>
cell: 20.07.2025 से 21.07.2025 रात्रि 11:45 बजे तक <box>702 1553 952 1582</box>
cell: आवंटन पत्रों की ऑनलाइन उपलब्धता/आवंटित संस्था में उपस्थिति (आवंटित संस्था में मूल दस्तावेजों का सत्यापन एवं प्रवेश) <box>987 1554 1285 1582</box>
brief-photo-4 <box>17 1375 366 1515</box>
hanuman-head <box>977 738 1540 807</box>
ad-bvoc-col-activity: गतिविधियां <box>987 1277 1285 1293</box>
ad-mca-subtitle2: (मध्यप्रदेश में स्थित शासकीय/स्वशासी/अनुदान प्राप्त/स्ववित्तीय/निजी संस्थान) <box>528 1352 821 1364</box>
cell: 24.07.2025 <box>702 1610 952 1627</box>
list-item: • काउंसलिंग के किसी भी चरण में प्राथमिकता क्रम का ऑनलाइन चयन कर लॉक करने की अंतिम दिनांक/समय से आवंटन जारी होने तक तथा संस्था स्तर की काउंसलिंग (CLC) में, प्रवेश का अवसर प्राप्त करने की दिनांक को प्रवेश निरस्तीकरण की सुविधा उपलब्ध नहीं रहेगी। <box>1002 1789 1530 1817</box>
ad-bvoc-subtitle: प्रबंधन में स्नातक - बीबीए, बीएमएस, बीबीआईएम... (पूर्णकालिक 3/4 वर्षीय) एवं कम्प्यूटर एप्लीकेशन में स्नातक - बीसीए (पूर्णकालिक 3/4 वर्षीय) <box>1007 1202 1509 1230</box>
divider <box>17 2200 366 2201</box>
magenta-dot-icon <box>49 2354 64 2370</box>
greenery-photo <box>1166 165 1540 321</box>
